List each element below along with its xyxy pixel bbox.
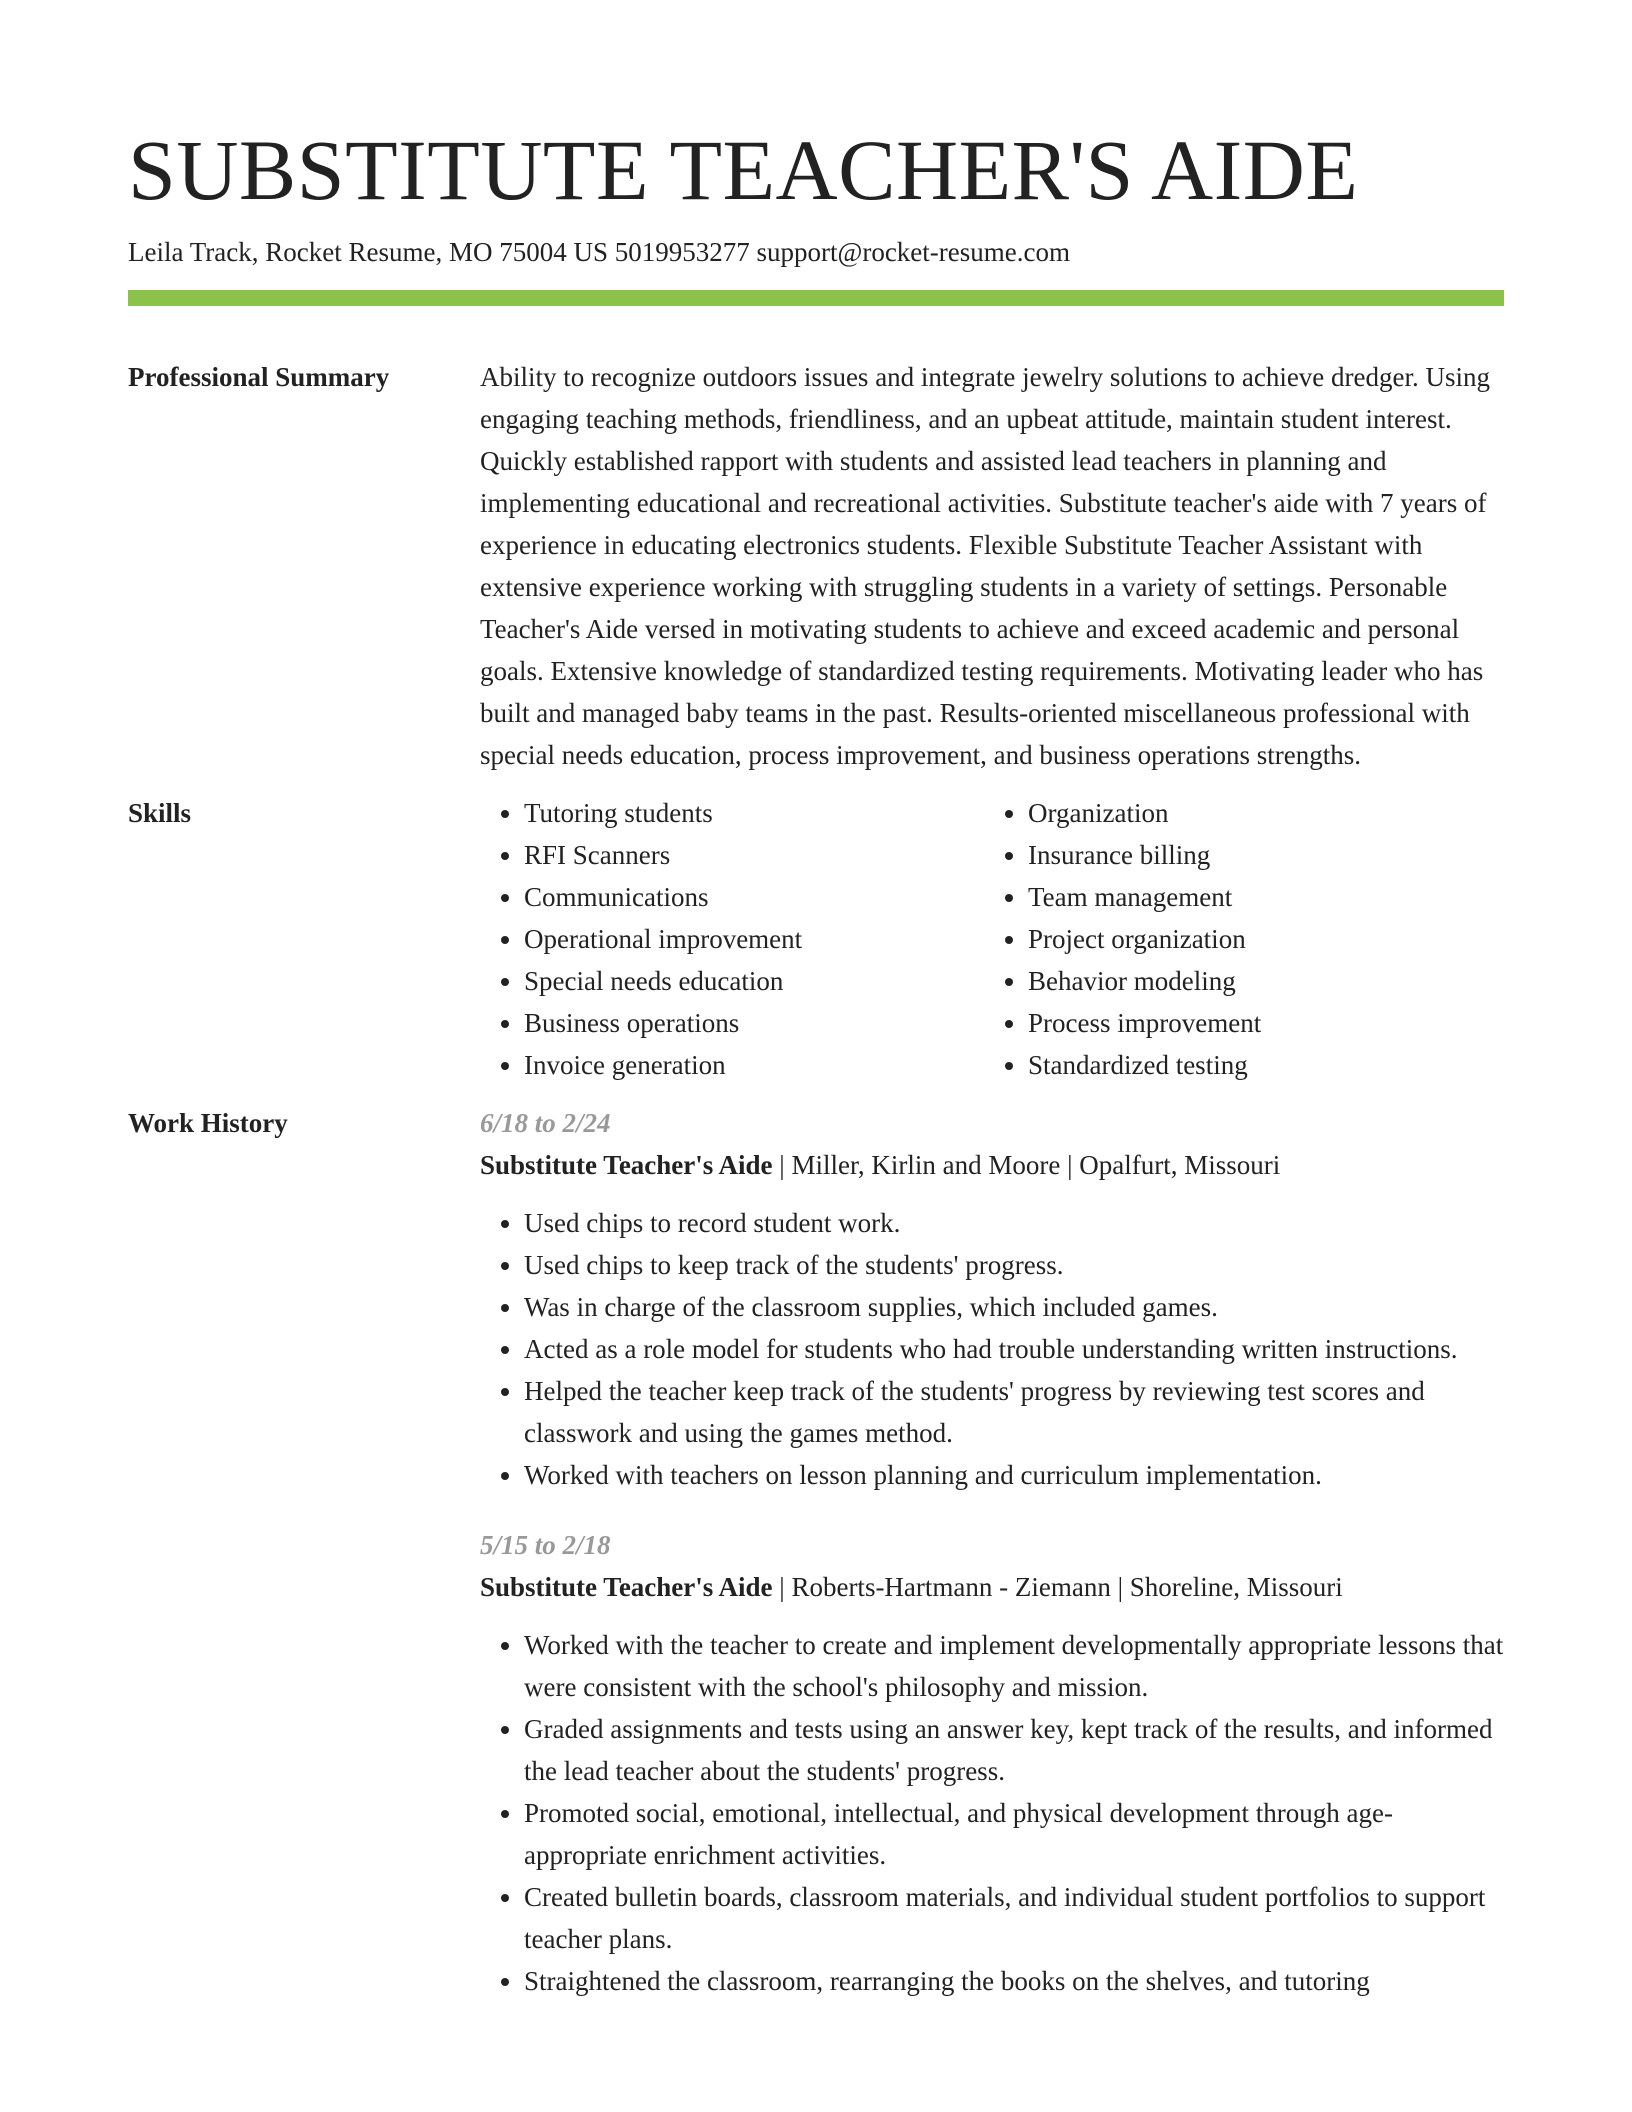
job-title: Substitute Teacher's Aide xyxy=(480,1572,773,1602)
job-duty: • Promoted social, emotional, intellectual, and physical development through age-appropriate enrichment activities. xyxy=(524,1792,1504,1876)
job-duty: • Created bulletin boards, classroom materials, and individual student portfolios to support teacher plans. xyxy=(524,1876,1504,1960)
skill-item: • Standardized testing xyxy=(1028,1044,1488,1086)
job-duty: • Used chips to record student work. xyxy=(524,1202,1504,1244)
job-duty: • Worked with the teacher to create and implement developmentally appropriate lessons that were consistent with the school's philosophy and mission. xyxy=(524,1624,1504,1708)
skill-item: • Process improvement xyxy=(1028,1002,1488,1044)
job-duty: • Helped the teacher keep track of the students' progress by reviewing test scores and classwork and using the games method. xyxy=(524,1370,1504,1454)
accent-divider xyxy=(128,290,1504,306)
skill-item: • Operational improvement xyxy=(524,918,984,960)
contact-line xyxy=(128,234,1504,270)
work-history-section xyxy=(128,1102,1504,2030)
job-dates: 6/18 to 2/24 xyxy=(480,1108,611,1138)
contact-name-address: Leila Track, Rocket Resume, MO 75004 US xyxy=(128,237,608,267)
skill-item: • RFI Scanners xyxy=(524,834,984,876)
job-heading xyxy=(480,1144,1504,1186)
skill-item: • Business operations xyxy=(524,1002,984,1044)
job-duty: • Straightened the classroom, rearranging the books on the shelves, and tutoring xyxy=(524,1960,1504,2002)
skill-item: • Special needs education xyxy=(524,960,984,1002)
skills-list-left xyxy=(480,792,984,1086)
contact-phone: 5019953277 xyxy=(614,237,750,267)
skill-item: • Team management xyxy=(1028,876,1488,918)
skill-item: • Insurance billing xyxy=(1028,834,1488,876)
skills-section xyxy=(128,792,1504,1086)
resume-title: SUBSTITUTE TEACHER'S AIDE xyxy=(128,122,1359,218)
contact-email: support@rocket-resume.com xyxy=(756,237,1070,267)
job-entry xyxy=(480,1524,1504,2002)
job-dates: 5/15 to 2/18 xyxy=(480,1530,611,1560)
skill-item: • Behavior modeling xyxy=(1028,960,1488,1002)
job-duty: • Worked with teachers on lesson planning and curriculum implementation. xyxy=(524,1454,1504,1496)
job-duties-list xyxy=(480,1202,1504,1496)
work-history-heading: Work History xyxy=(128,1108,288,1138)
skill-item: • Communications xyxy=(524,876,984,918)
job-duty: • Used chips to keep track of the students' progress. xyxy=(524,1244,1504,1286)
job-employer-location: | Roberts-Hartmann - Ziemann | Shoreline, Missouri xyxy=(772,1572,1343,1602)
skill-item: • Invoice generation xyxy=(524,1044,984,1086)
skills-list-right xyxy=(984,792,1488,1086)
job-employer-location: | Miller, Kirlin and Moore | Opalfurt, Missouri xyxy=(772,1150,1281,1180)
skills-heading: Skills xyxy=(128,798,192,828)
skill-item: • Project organization xyxy=(1028,918,1488,960)
skill-item: • Organization xyxy=(1028,792,1488,834)
job-duty: • Was in charge of the classroom supplies, which included games. xyxy=(524,1286,1504,1328)
job-duty: • Graded assignments and tests using an answer key, kept track of the results, and informed the lead teacher about the students' progress. xyxy=(524,1708,1504,1792)
skill-item: • Tutoring students xyxy=(524,792,984,834)
job-duties-list xyxy=(480,1624,1504,2002)
job-entry xyxy=(480,1102,1504,1496)
summary-heading: Professional Summary xyxy=(128,362,390,392)
job-duty: • Acted as a role model for students who had trouble understanding written instructions. xyxy=(524,1328,1504,1370)
job-heading xyxy=(480,1566,1504,1608)
summary-text: Ability to recognize outdoors issues and integrate jewelry solutions to achieve dredger. Using engaging teaching methods, friendliness, and an upbeat attitude, maintain student interest. Quickly established rapport with students and assisted lead teachers in planning and implementing educational and recreational activities. Substitute teacher's aide with 7 years of experience in educating electronics students. Flexible Substitute Teacher Assistant with extensive experience working with struggling students in a variety of settings. Personable Teacher's Aide versed in motivating students to achieve and exceed academic and personal goals. Extensive knowledge of standardized testing requirements. Motivating leader who has built and managed baby teams in the past. Results-oriented miscellaneous professional with special needs education, process improvement, and business operations strengths. xyxy=(480,362,1491,770)
summary-section xyxy=(128,356,1504,776)
job-title: Substitute Teacher's Aide xyxy=(480,1150,773,1180)
